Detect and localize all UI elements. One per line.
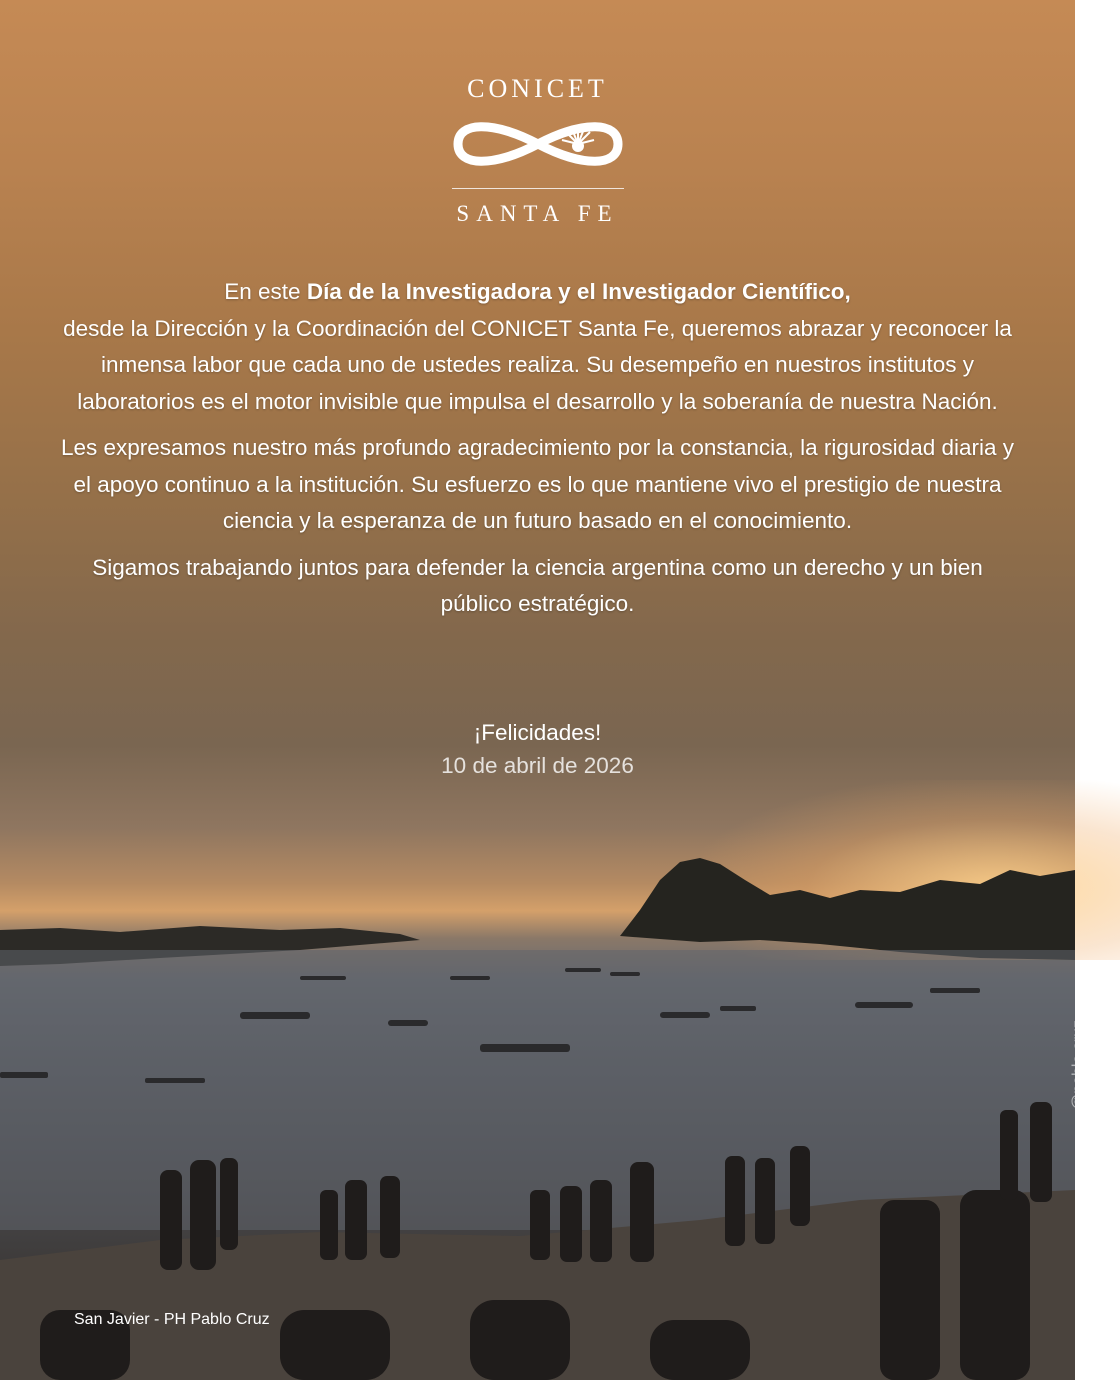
photographer-watermark — [1040, 960, 1087, 1110]
date-text: 10 de abril de 2026 — [441, 753, 634, 778]
logo-conicet-text: CONICET — [467, 74, 608, 103]
conicet-logo — [445, 74, 630, 227]
river-scene-photo — [0, 840, 1075, 1380]
message-paragraph-2: Les expresamos nuestro más profundo agradecimiento por la constancia, la rigurosidad diaria y el apoyo continuo a la institución. Su esfuerzo es lo que mantiene vivo el prestigio de nuestra ciencia y la esperanza de un futuro basado en el conocimiento. — [60, 435, 1015, 533]
closing-block — [60, 716, 1015, 782]
message-paragraph-1 — [60, 274, 1015, 420]
photo-credit: San Javier - PH Pablo Cruz — [74, 1311, 270, 1328]
intro-prefix: En este — [224, 279, 307, 304]
message-paragraph-3: Sigamos trabajando juntos para defender la ciencia argentina como un derecho y un bien público estratégico. — [92, 554, 983, 616]
paragraph-1-text: desde la Dirección y la Coordinación del CONICET Santa Fe, queremos abrazar y reconocer la inmensa labor que cada uno de ustedes realiza. Su desempeño en nuestros institutos y laboratorios es el motor invisible que impulsa el desarrollo y la soberanía de nuestra Nación. — [63, 315, 1012, 414]
greeting-message — [60, 274, 1015, 633]
intro-title: Día de la Investigadora y el Investigador Científico, — [306, 279, 851, 304]
felicidades-text: ¡Felicidades! — [473, 720, 602, 745]
infinity-sun-icon — [452, 114, 624, 174]
watermark-text: @pablo.cruz — [1070, 1019, 1087, 1110]
logo-santa-fe-text: SANTA FE — [456, 201, 619, 226]
right-shore-trees — [620, 858, 1075, 960]
logo-divider — [452, 188, 624, 189]
